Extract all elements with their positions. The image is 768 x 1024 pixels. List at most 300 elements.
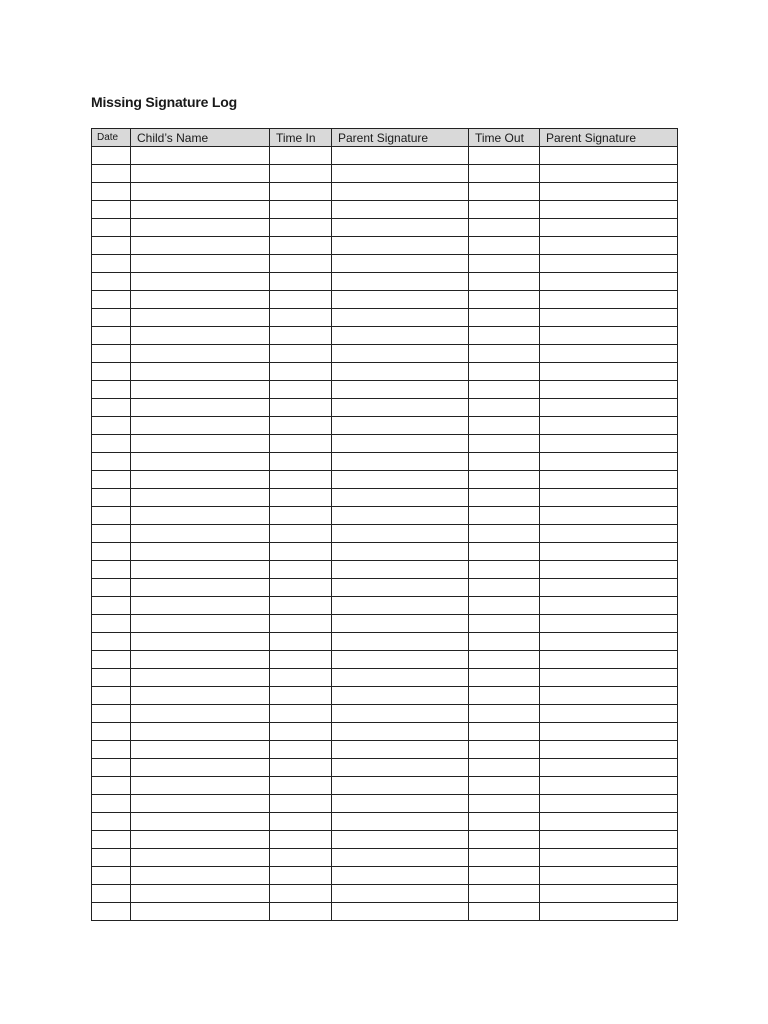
child-name-cell: [131, 633, 270, 651]
time-in-cell: [270, 903, 332, 921]
parent-signature-out-cell: [540, 147, 678, 165]
parent-signature-out-cell: [540, 543, 678, 561]
child-name-cell: [131, 849, 270, 867]
child-name-cell: [131, 291, 270, 309]
parent-signature-in-cell: [332, 471, 469, 489]
parent-signature-out-cell: [540, 597, 678, 615]
table-row: [92, 489, 678, 507]
time-in-cell: [270, 363, 332, 381]
parent-signature-out-cell: [540, 201, 678, 219]
parent-signature-out-cell: [540, 867, 678, 885]
time-in-cell: [270, 201, 332, 219]
parent-signature-out-cell: [540, 273, 678, 291]
table-row: [92, 831, 678, 849]
table-row: [92, 471, 678, 489]
time-in-cell: [270, 273, 332, 291]
time-in-cell: [270, 165, 332, 183]
parent-signature-out-cell: [540, 435, 678, 453]
time-out-cell: [469, 201, 540, 219]
time-out-cell: [469, 777, 540, 795]
child-name-cell: [131, 219, 270, 237]
child-name-cell: [131, 471, 270, 489]
time-out-cell: [469, 597, 540, 615]
table-row: [92, 849, 678, 867]
parent-signature-in-cell: [332, 219, 469, 237]
table-row: [92, 273, 678, 291]
time-in-cell: [270, 849, 332, 867]
child-name-cell: [131, 687, 270, 705]
parent-signature-in-cell: [332, 291, 469, 309]
parent-signature-in-cell: [332, 327, 469, 345]
parent-signature-out-cell: [540, 723, 678, 741]
parent-signature-out-cell: [540, 219, 678, 237]
parent-signature-in-cell: [332, 381, 469, 399]
time-in-cell: [270, 417, 332, 435]
table-row: [92, 381, 678, 399]
time-out-cell: [469, 741, 540, 759]
parent-signature-in-cell: [332, 309, 469, 327]
parent-signature-in-cell: [332, 777, 469, 795]
time-in-cell: [270, 147, 332, 165]
parent-signature-in-cell: [332, 831, 469, 849]
parent-signature-out-cell: [540, 831, 678, 849]
table-row: [92, 309, 678, 327]
parent-signature-in-cell: [332, 723, 469, 741]
date-cell: [92, 273, 131, 291]
child-name-cell: [131, 903, 270, 921]
time-out-cell: [469, 705, 540, 723]
time-out-cell: [469, 363, 540, 381]
column-header-parent-signature-in: Parent Signature: [332, 129, 469, 147]
child-name-cell: [131, 597, 270, 615]
parent-signature-in-cell: [332, 399, 469, 417]
date-cell: [92, 399, 131, 417]
child-name-cell: [131, 345, 270, 363]
table-row: [92, 183, 678, 201]
parent-signature-out-cell: [540, 759, 678, 777]
table-row: [92, 597, 678, 615]
date-cell: [92, 777, 131, 795]
parent-signature-in-cell: [332, 561, 469, 579]
parent-signature-out-cell: [540, 291, 678, 309]
parent-signature-in-cell: [332, 543, 469, 561]
table-row: [92, 345, 678, 363]
column-header-parent-signature-out: Parent Signature: [540, 129, 678, 147]
date-cell: [92, 525, 131, 543]
date-cell: [92, 723, 131, 741]
child-name-cell: [131, 741, 270, 759]
time-out-cell: [469, 651, 540, 669]
child-name-cell: [131, 705, 270, 723]
parent-signature-in-cell: [332, 867, 469, 885]
child-name-cell: [131, 201, 270, 219]
date-cell: [92, 579, 131, 597]
parent-signature-out-cell: [540, 795, 678, 813]
parent-signature-out-cell: [540, 885, 678, 903]
time-in-cell: [270, 597, 332, 615]
time-out-cell: [469, 885, 540, 903]
table-row: [92, 741, 678, 759]
date-cell: [92, 867, 131, 885]
time-out-cell: [469, 849, 540, 867]
time-in-cell: [270, 741, 332, 759]
child-name-cell: [131, 525, 270, 543]
child-name-cell: [131, 561, 270, 579]
table-header: [92, 129, 678, 147]
time-in-cell: [270, 831, 332, 849]
parent-signature-out-cell: [540, 345, 678, 363]
parent-signature-out-cell: [540, 165, 678, 183]
table-row: [92, 813, 678, 831]
parent-signature-in-cell: [332, 579, 469, 597]
table-row: [92, 687, 678, 705]
time-in-cell: [270, 327, 332, 345]
time-out-cell: [469, 435, 540, 453]
table-row: [92, 201, 678, 219]
date-cell: [92, 471, 131, 489]
table-row: [92, 219, 678, 237]
date-cell: [92, 507, 131, 525]
child-name-cell: [131, 615, 270, 633]
parent-signature-in-cell: [332, 597, 469, 615]
parent-signature-in-cell: [332, 651, 469, 669]
parent-signature-out-cell: [540, 363, 678, 381]
time-in-cell: [270, 633, 332, 651]
time-out-cell: [469, 147, 540, 165]
time-out-cell: [469, 543, 540, 561]
child-name-cell: [131, 867, 270, 885]
table-row: [92, 417, 678, 435]
child-name-cell: [131, 363, 270, 381]
parent-signature-in-cell: [332, 417, 469, 435]
table-row: [92, 165, 678, 183]
child-name-cell: [131, 309, 270, 327]
date-cell: [92, 363, 131, 381]
time-out-cell: [469, 165, 540, 183]
child-name-cell: [131, 399, 270, 417]
time-out-cell: [469, 309, 540, 327]
time-out-cell: [469, 255, 540, 273]
table-row: [92, 885, 678, 903]
time-in-cell: [270, 543, 332, 561]
table-row: [92, 759, 678, 777]
table-row: [92, 237, 678, 255]
time-in-cell: [270, 813, 332, 831]
date-cell: [92, 489, 131, 507]
time-out-cell: [469, 489, 540, 507]
table-row: [92, 903, 678, 921]
parent-signature-out-cell: [540, 309, 678, 327]
parent-signature-in-cell: [332, 489, 469, 507]
time-out-cell: [469, 399, 540, 417]
date-cell: [92, 327, 131, 345]
child-name-cell: [131, 669, 270, 687]
parent-signature-in-cell: [332, 633, 469, 651]
time-in-cell: [270, 885, 332, 903]
child-name-cell: [131, 723, 270, 741]
time-in-cell: [270, 453, 332, 471]
parent-signature-in-cell: [332, 507, 469, 525]
table-row: [92, 615, 678, 633]
child-name-cell: [131, 543, 270, 561]
parent-signature-in-cell: [332, 669, 469, 687]
table-row: [92, 255, 678, 273]
table-row: [92, 453, 678, 471]
table-row: [92, 525, 678, 543]
child-name-cell: [131, 417, 270, 435]
parent-signature-in-cell: [332, 885, 469, 903]
parent-signature-out-cell: [540, 813, 678, 831]
parent-signature-out-cell: [540, 669, 678, 687]
date-cell: [92, 147, 131, 165]
table-row: [92, 867, 678, 885]
time-in-cell: [270, 381, 332, 399]
parent-signature-out-cell: [540, 615, 678, 633]
date-cell: [92, 903, 131, 921]
parent-signature-out-cell: [540, 633, 678, 651]
date-cell: [92, 633, 131, 651]
time-out-cell: [469, 633, 540, 651]
table-row: [92, 795, 678, 813]
parent-signature-out-cell: [540, 417, 678, 435]
date-cell: [92, 165, 131, 183]
time-in-cell: [270, 219, 332, 237]
child-name-cell: [131, 813, 270, 831]
table-row: [92, 723, 678, 741]
time-out-cell: [469, 813, 540, 831]
date-cell: [92, 435, 131, 453]
parent-signature-in-cell: [332, 615, 469, 633]
time-in-cell: [270, 345, 332, 363]
parent-signature-in-cell: [332, 525, 469, 543]
time-in-cell: [270, 723, 332, 741]
time-in-cell: [270, 237, 332, 255]
parent-signature-in-cell: [332, 201, 469, 219]
parent-signature-in-cell: [332, 147, 469, 165]
time-in-cell: [270, 579, 332, 597]
parent-signature-out-cell: [540, 255, 678, 273]
child-name-cell: [131, 327, 270, 345]
date-cell: [92, 669, 131, 687]
time-in-cell: [270, 669, 332, 687]
child-name-cell: [131, 777, 270, 795]
time-out-cell: [469, 579, 540, 597]
date-cell: [92, 759, 131, 777]
signature-log-table: [91, 128, 678, 921]
child-name-cell: [131, 759, 270, 777]
time-in-cell: [270, 705, 332, 723]
time-in-cell: [270, 795, 332, 813]
date-cell: [92, 201, 131, 219]
parent-signature-in-cell: [332, 903, 469, 921]
time-in-cell: [270, 291, 332, 309]
parent-signature-out-cell: [540, 903, 678, 921]
parent-signature-in-cell: [332, 453, 469, 471]
time-out-cell: [469, 417, 540, 435]
parent-signature-out-cell: [540, 507, 678, 525]
time-out-cell: [469, 867, 540, 885]
time-in-cell: [270, 183, 332, 201]
column-header-date: Date: [92, 129, 131, 147]
parent-signature-in-cell: [332, 759, 469, 777]
table-row: [92, 399, 678, 417]
child-name-cell: [131, 273, 270, 291]
date-cell: [92, 651, 131, 669]
time-in-cell: [270, 651, 332, 669]
parent-signature-in-cell: [332, 687, 469, 705]
parent-signature-out-cell: [540, 525, 678, 543]
table-body: [92, 147, 678, 921]
time-in-cell: [270, 777, 332, 795]
parent-signature-in-cell: [332, 849, 469, 867]
parent-signature-out-cell: [540, 651, 678, 669]
date-cell: [92, 183, 131, 201]
child-name-cell: [131, 651, 270, 669]
table-row: [92, 669, 678, 687]
parent-signature-in-cell: [332, 435, 469, 453]
child-name-cell: [131, 885, 270, 903]
date-cell: [92, 381, 131, 399]
time-out-cell: [469, 561, 540, 579]
table-row: [92, 777, 678, 795]
table-row: [92, 651, 678, 669]
child-name-cell: [131, 147, 270, 165]
date-cell: [92, 705, 131, 723]
parent-signature-out-cell: [540, 453, 678, 471]
table-row: [92, 561, 678, 579]
time-in-cell: [270, 507, 332, 525]
time-out-cell: [469, 327, 540, 345]
date-cell: [92, 255, 131, 273]
time-out-cell: [469, 273, 540, 291]
date-cell: [92, 453, 131, 471]
time-out-cell: [469, 219, 540, 237]
date-cell: [92, 849, 131, 867]
time-out-cell: [469, 525, 540, 543]
table-row: [92, 327, 678, 345]
time-out-cell: [469, 381, 540, 399]
table-row: [92, 543, 678, 561]
parent-signature-out-cell: [540, 471, 678, 489]
column-header-time-in: Time In: [270, 129, 332, 147]
time-in-cell: [270, 435, 332, 453]
parent-signature-out-cell: [540, 183, 678, 201]
parent-signature-out-cell: [540, 327, 678, 345]
parent-signature-in-cell: [332, 345, 469, 363]
child-name-cell: [131, 165, 270, 183]
date-cell: [92, 687, 131, 705]
date-cell: [92, 831, 131, 849]
child-name-cell: [131, 381, 270, 399]
time-in-cell: [270, 255, 332, 273]
child-name-cell: [131, 507, 270, 525]
time-in-cell: [270, 561, 332, 579]
parent-signature-in-cell: [332, 705, 469, 723]
date-cell: [92, 615, 131, 633]
parent-signature-out-cell: [540, 741, 678, 759]
child-name-cell: [131, 579, 270, 597]
date-cell: [92, 597, 131, 615]
parent-signature-in-cell: [332, 273, 469, 291]
date-cell: [92, 417, 131, 435]
date-cell: [92, 885, 131, 903]
header-row: [92, 129, 678, 147]
parent-signature-out-cell: [540, 489, 678, 507]
time-out-cell: [469, 237, 540, 255]
child-name-cell: [131, 795, 270, 813]
child-name-cell: [131, 489, 270, 507]
time-out-cell: [469, 759, 540, 777]
parent-signature-in-cell: [332, 255, 469, 273]
table-row: [92, 435, 678, 453]
date-cell: [92, 309, 131, 327]
child-name-cell: [131, 255, 270, 273]
date-cell: [92, 561, 131, 579]
child-name-cell: [131, 831, 270, 849]
time-in-cell: [270, 687, 332, 705]
time-out-cell: [469, 795, 540, 813]
child-name-cell: [131, 435, 270, 453]
time-out-cell: [469, 831, 540, 849]
time-in-cell: [270, 471, 332, 489]
table-row: [92, 633, 678, 651]
child-name-cell: [131, 453, 270, 471]
time-in-cell: [270, 399, 332, 417]
child-name-cell: [131, 237, 270, 255]
date-cell: [92, 345, 131, 363]
parent-signature-in-cell: [332, 813, 469, 831]
parent-signature-in-cell: [332, 795, 469, 813]
time-in-cell: [270, 759, 332, 777]
parent-signature-out-cell: [540, 579, 678, 597]
table-row: [92, 363, 678, 381]
time-out-cell: [469, 183, 540, 201]
parent-signature-out-cell: [540, 777, 678, 795]
parent-signature-out-cell: [540, 705, 678, 723]
page-title: Missing Signature Log: [91, 94, 237, 110]
parent-signature-in-cell: [332, 183, 469, 201]
parent-signature-out-cell: [540, 849, 678, 867]
date-cell: [92, 741, 131, 759]
time-out-cell: [469, 669, 540, 687]
time-out-cell: [469, 615, 540, 633]
parent-signature-out-cell: [540, 561, 678, 579]
parent-signature-in-cell: [332, 165, 469, 183]
time-in-cell: [270, 309, 332, 327]
time-out-cell: [469, 723, 540, 741]
parent-signature-out-cell: [540, 381, 678, 399]
time-in-cell: [270, 867, 332, 885]
parent-signature-out-cell: [540, 687, 678, 705]
parent-signature-in-cell: [332, 741, 469, 759]
table-row: [92, 705, 678, 723]
date-cell: [92, 813, 131, 831]
time-in-cell: [270, 615, 332, 633]
table-row: [92, 507, 678, 525]
date-cell: [92, 795, 131, 813]
parent-signature-out-cell: [540, 237, 678, 255]
date-cell: [92, 291, 131, 309]
time-out-cell: [469, 345, 540, 363]
column-header-time-out: Time Out: [469, 129, 540, 147]
date-cell: [92, 219, 131, 237]
date-cell: [92, 237, 131, 255]
table-row: [92, 147, 678, 165]
time-out-cell: [469, 291, 540, 309]
table-row: [92, 291, 678, 309]
column-header-child-name: Child’s Name: [131, 129, 270, 147]
child-name-cell: [131, 183, 270, 201]
